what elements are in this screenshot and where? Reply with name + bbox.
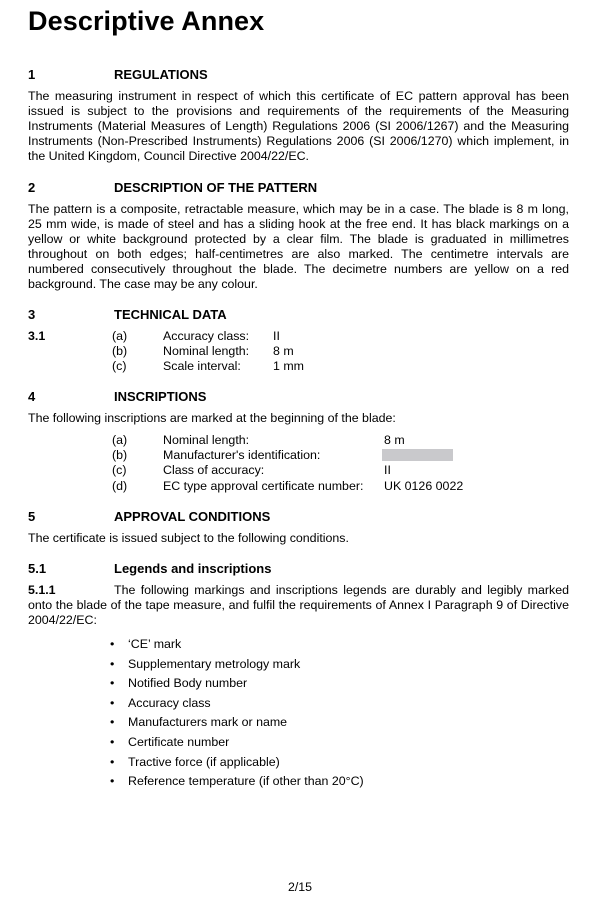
bullet-icon: • xyxy=(110,715,115,730)
bullet-icon: • xyxy=(110,734,115,749)
section-number: 2 xyxy=(28,180,36,195)
section-number: 5 xyxy=(28,509,36,524)
section-title: TECHNICAL DATA xyxy=(114,307,227,322)
subsection-number: 5.1 xyxy=(28,561,47,576)
subsection-title: Legends and inscriptions xyxy=(114,561,272,576)
pattern-description-paragraph: The pattern is a composite, retractable measure, which may be in a case. The blade is 8 m long, 25 mm wide, is made of steel and has a sliding hook at the free end. It has black markings on a yellow or white background protected by a clear film. The blade is graduated in millimetres throughout on both edges; half-centimetres are also marked. The centimetre intervals are numbered consecutively throughout the blade. The decimetre numbers are yellow on a red background. The case may be any colour. xyxy=(28,202,569,292)
legends-text: The following markings and inscriptions legends are durably and legibly marked onto the blade of the tape measure, and fulfil the requirements of Annex I Paragraph 9 of Directive 2004/22/EC: xyxy=(28,583,569,628)
bullet-icon: • xyxy=(110,637,115,651)
list-label: Manufacturer's identification: xyxy=(163,448,321,462)
list-letter: (b) xyxy=(112,344,128,358)
list-label: Nominal length: xyxy=(163,433,250,447)
subsection-number: 5.1.1 xyxy=(28,583,56,597)
page-title: Descriptive Annex xyxy=(28,6,265,36)
section-number: 4 xyxy=(28,389,36,404)
list-value: 8 m xyxy=(273,344,294,358)
section-title: INSCRIPTIONS xyxy=(114,389,207,404)
inscriptions-intro: The following inscriptions are marked at the beginning of the blade: xyxy=(28,411,396,425)
list-label: Class of accuracy: xyxy=(163,463,265,477)
list-label: Scale interval: xyxy=(163,359,241,373)
list-letter: (a) xyxy=(112,329,128,343)
list-value: II xyxy=(273,329,280,343)
list-letter: (a) xyxy=(112,433,128,447)
regulations-paragraph: The measuring instrument in respect of which this certificate of EC pattern approval has been issued is subject to the provisions and requirements of the requirements of the Measuring Instruments (Material Measures of Length) Regulations 2006 (SI 2006/1267) and the Measuring Instruments (Non-Prescribed Instruments) Regulations 2006 (SI 2006/1270) which implement, in the United Kingdom, Council Directive 2004/22/EC. xyxy=(28,89,569,164)
section-number: 3 xyxy=(28,307,36,322)
redacted-manufacturer-identification xyxy=(382,449,453,461)
legends-paragraph xyxy=(28,583,569,628)
list-label: Nominal length: xyxy=(163,344,250,358)
list-value: 1 mm xyxy=(273,359,304,373)
subsection-number: 3.1 xyxy=(28,329,46,343)
bullet-icon: • xyxy=(110,774,115,789)
list-value: 8 m xyxy=(384,433,405,447)
list-value: UK 0126 0022 xyxy=(384,479,464,493)
section-title: DESCRIPTION OF THE PATTERN xyxy=(114,180,318,195)
conditions-intro: The certificate is issued subject to the following conditions. xyxy=(28,531,349,545)
list-letter: (d) xyxy=(112,479,128,493)
list-label: EC type approval certificate number: xyxy=(163,479,364,493)
page-number: 2/15 xyxy=(287,880,313,894)
list-letter: (c) xyxy=(112,463,127,477)
bullet-icon: • xyxy=(110,656,115,671)
list-letter: (c) xyxy=(112,359,127,373)
section-number: 1 xyxy=(28,67,36,82)
bullet-icon: • xyxy=(110,754,115,769)
section-title: REGULATIONS xyxy=(114,67,208,82)
list-label: Accuracy class: xyxy=(163,329,250,343)
bullet-icon: • xyxy=(110,695,115,710)
bullet-icon: • xyxy=(110,676,115,691)
section-title: APPROVAL CONDITIONS xyxy=(114,509,271,524)
list-letter: (b) xyxy=(112,448,128,462)
list-value: II xyxy=(384,463,391,477)
